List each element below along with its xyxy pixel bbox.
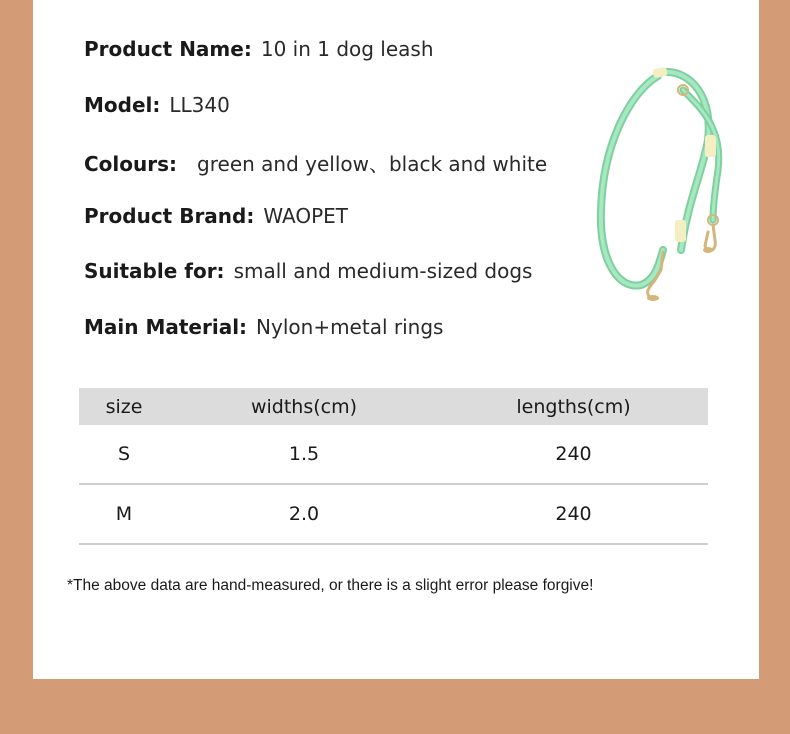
- spec-label: Colours:: [84, 152, 178, 176]
- cell-width: 2.0: [169, 484, 439, 544]
- spec-value: Nylon+metal rings: [256, 315, 444, 339]
- table-row: [79, 484, 708, 544]
- product-card: [33, 0, 759, 679]
- spec-row-colours: [84, 148, 547, 177]
- cell-size: M: [79, 484, 169, 544]
- spec-label: Product Brand:: [84, 204, 255, 228]
- header-widths: widths(cm): [169, 388, 439, 425]
- cell-length: 240: [439, 484, 708, 544]
- header-lengths: lengths(cm): [439, 388, 708, 425]
- cell-length: 240: [439, 425, 708, 484]
- spec-label: Main Material:: [84, 315, 248, 339]
- spec-row-suitable-for: [84, 259, 532, 283]
- spec-value: WAOPET: [263, 204, 349, 228]
- table-header-row: [79, 388, 708, 425]
- spec-row-material: [84, 315, 443, 339]
- spec-label: Suitable for:: [84, 259, 225, 283]
- spec-label: Model:: [84, 93, 161, 117]
- size-table: [79, 388, 708, 545]
- leash-product-image: [563, 60, 733, 315]
- header-size: size: [79, 388, 169, 425]
- spec-value: small and medium-sized dogs: [233, 259, 533, 283]
- spec-value: green and yellow、black and white: [197, 152, 548, 176]
- spec-row-model: [84, 93, 230, 117]
- cell-width: 1.5: [169, 425, 439, 484]
- cell-size: S: [79, 425, 169, 484]
- spec-row-brand: [84, 204, 348, 228]
- measurement-note: *The above data are hand-measured, or there is a slight error please forgive!: [67, 577, 594, 594]
- spec-label: Product Name:: [84, 37, 252, 61]
- spec-row-product-name: [84, 37, 434, 61]
- table-row: [79, 425, 708, 484]
- spec-value: LL340: [169, 93, 230, 117]
- spec-value: 10 in 1 dog leash: [260, 37, 434, 61]
